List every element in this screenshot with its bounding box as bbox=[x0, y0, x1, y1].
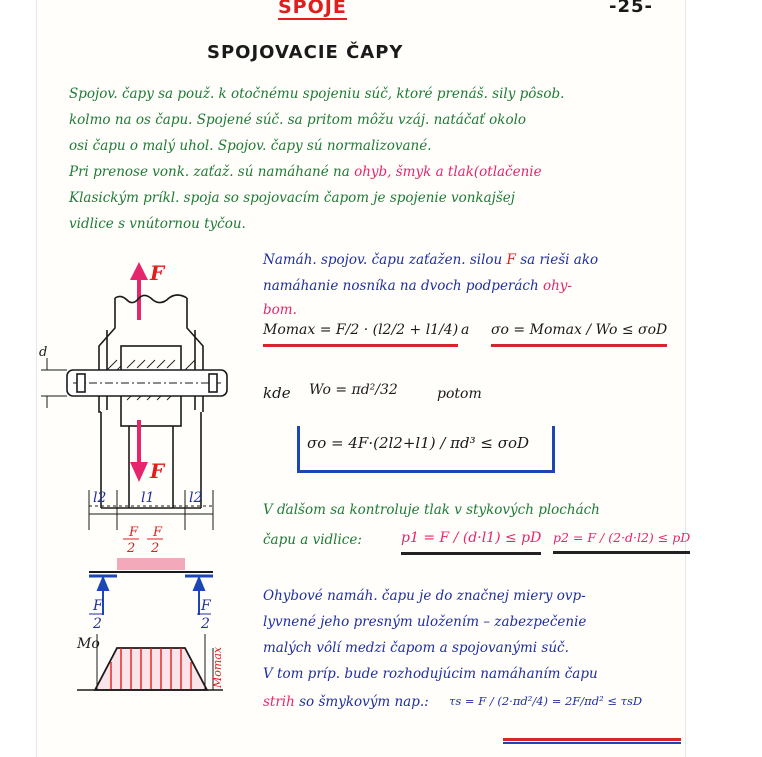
shear-line-2: lyvnené jeho presným uložením – zabezpečenie bbox=[263, 614, 587, 630]
loaded-beam bbox=[89, 525, 213, 576]
wo-formula: Wo = πd²/32 bbox=[309, 382, 398, 398]
stress-types: ohyb, šmyk a tlak(otlačenie bbox=[354, 164, 542, 180]
pin-joint-figure bbox=[37, 250, 237, 700]
kde-label: kde bbox=[263, 384, 291, 402]
mmax-formula: Momax = F/2 · (l2/2 + l1/4) bbox=[263, 322, 458, 347]
reaction-left-den: 2 bbox=[93, 616, 102, 632]
bending-line-3: bom. bbox=[263, 302, 297, 318]
shear-line-4: V tom príp. bude rozhodujúcim namáhaním čapu bbox=[263, 666, 598, 682]
bending-line-1a: Namáh. spojov. čapu zaťažen. silou bbox=[263, 252, 507, 268]
p1-formula: p1 = F / (d·l1) ≤ pD bbox=[401, 530, 541, 555]
strih-word: strih bbox=[263, 694, 295, 710]
intro-line-5: Klasickým príkl. spoja so spojovacím čapom je spojenie vonkajšej bbox=[69, 190, 515, 206]
force-label-bottom: F bbox=[150, 459, 165, 483]
bending-line-1b: sa rieši ako bbox=[515, 252, 599, 268]
svg-text:F: F bbox=[129, 525, 139, 540]
d-label: d bbox=[39, 345, 48, 360]
intro-line-4-text: Pri prenose vonk. zaťaž. sú namáhané na bbox=[69, 164, 355, 180]
tau-formula: τs = F / (2·πd²/4) = 2F/πd² ≤ τsD bbox=[449, 694, 643, 708]
force-arrow-down bbox=[130, 420, 148, 482]
svg-text:F: F bbox=[153, 525, 163, 540]
svg-text:2: 2 bbox=[151, 541, 160, 556]
conjunction-a: a bbox=[461, 322, 470, 338]
l2-left-label: l2 bbox=[93, 490, 107, 506]
bending-line-2 bbox=[263, 278, 572, 294]
intro-line-6: vidlice s vnútornou tyčou. bbox=[69, 216, 246, 232]
d-dimension bbox=[41, 358, 67, 408]
reaction-arrows bbox=[98, 578, 204, 615]
reaction-right-num: F bbox=[201, 598, 211, 614]
force-arrow-up bbox=[130, 262, 148, 320]
potom-label: potom bbox=[437, 386, 482, 402]
intro-line-3: osi čapu o malý uhol. Spojov. čapy sú normalizované. bbox=[69, 138, 432, 154]
shear-tail-text: so šmykovým nap.: bbox=[299, 694, 429, 710]
pressure-line-2: čapu a vidlice: bbox=[263, 532, 362, 548]
boxed-formula: σo = 4F·(2l2+l1) / πd³ ≤ σoD bbox=[307, 434, 530, 452]
shear-line-5 bbox=[263, 694, 429, 710]
reaction-left-num: F bbox=[93, 598, 103, 614]
page-number: -25- bbox=[609, 0, 653, 17]
momax-label: Momax bbox=[211, 646, 224, 688]
page-header-title: SPOJE bbox=[278, 0, 347, 20]
sigma-formula: σo = Momax / Wo ≤ σoD bbox=[491, 322, 667, 347]
mo-label: Mo bbox=[77, 636, 100, 652]
bending-line-1 bbox=[263, 252, 598, 268]
section-title: SPOJOVACIE ČAPY bbox=[207, 42, 404, 63]
force-symbol: F bbox=[506, 252, 516, 268]
p2-formula: p2 = F / (2·d·l2) ≤ pD bbox=[553, 530, 690, 554]
l2-right-label: l2 bbox=[189, 490, 203, 506]
tau-underline bbox=[503, 738, 681, 741]
force-label-top: F bbox=[150, 261, 165, 285]
shear-line-1: Ohybové namáh. čapu je do značnej miery ovp- bbox=[263, 588, 586, 604]
bending-line-2-text: namáhanie nosníka na dvoch podperách bbox=[263, 278, 543, 294]
ohyb-word: ohy- bbox=[542, 278, 572, 294]
reaction-right-den: 2 bbox=[201, 616, 210, 632]
intro-line-1: Spojov. čapy sa použ. k otočnému spojeniu súč, ktoré prenáš. sily pôsob. bbox=[69, 86, 565, 102]
intro-line-2: kolmo na os čapu. Spojené súč. sa pritom môžu vzáj. natáčať okolo bbox=[69, 112, 527, 128]
notebook-page bbox=[36, 0, 691, 757]
pin bbox=[67, 370, 227, 396]
tau-underline-blue bbox=[503, 742, 681, 744]
intro-line-4 bbox=[69, 164, 542, 180]
pressure-line-1: V ďalšom sa kontroluje tlak v stykových plochách bbox=[263, 502, 600, 518]
shear-line-3: malých vôlí medzi čapom a spojovanými súč. bbox=[263, 640, 569, 656]
svg-text:2: 2 bbox=[127, 541, 136, 556]
l1-mid-label: l1 bbox=[141, 490, 155, 506]
